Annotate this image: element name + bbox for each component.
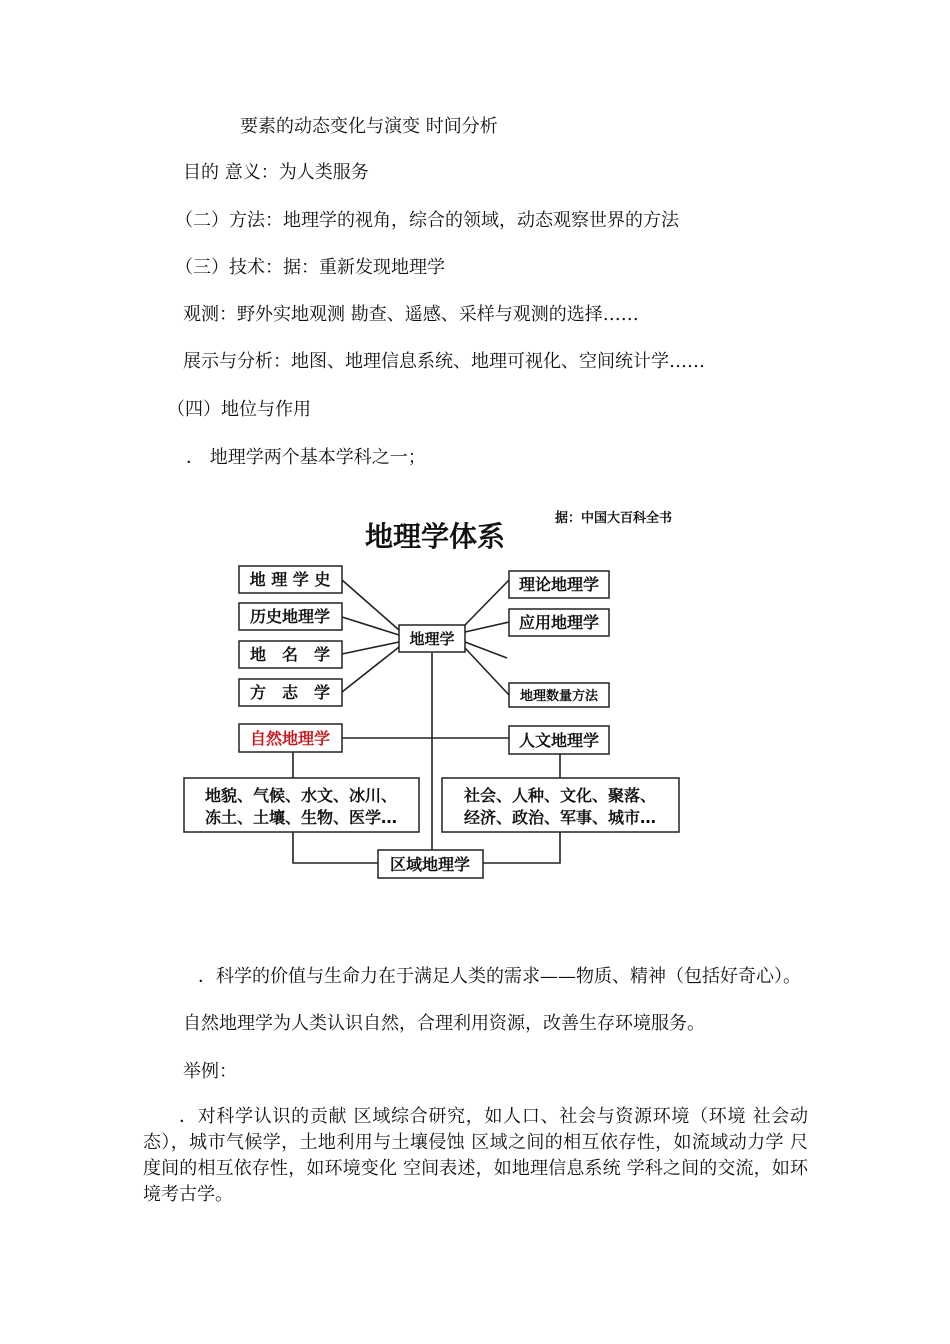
left-item-4: 方 志 学 bbox=[249, 683, 331, 702]
human-geography-node: 人文地理学 bbox=[518, 731, 600, 750]
text-line-3: （二）方法：地理学的视角，综合的领域，动态观察世界的方法 bbox=[175, 210, 679, 231]
left-item-2: 历史地理学 bbox=[249, 607, 331, 626]
text-line-8: ． 地理学两个基本学科之一； bbox=[186, 447, 426, 468]
right-item-1: 理论地理学 bbox=[518, 575, 600, 594]
text-line-5: 观测：野外实地观测 勘查、遥感、采样与观测的选择…… bbox=[183, 304, 639, 325]
physical-geography-node: 自然地理学 bbox=[249, 729, 331, 748]
physical-topics-line-2: 冻土、土壤、生物、医学… bbox=[204, 808, 398, 827]
text-line-1: 要素的动态变化与演变 时间分析 bbox=[240, 116, 498, 137]
diagram-source: 据：中国大百科全书 bbox=[555, 511, 673, 526]
regional-geography-node: 区域地理学 bbox=[389, 855, 471, 874]
left-item-3: 地 名 学 bbox=[249, 645, 331, 664]
human-topics-line-2: 经济、政治、军事、城市… bbox=[463, 808, 657, 827]
left-item-1: 地 理 学 史 bbox=[249, 570, 331, 589]
right-item-3: 地理数量方法 bbox=[519, 689, 599, 704]
right-item-2: 应用地理学 bbox=[518, 613, 600, 632]
text-line-9: ．科学的价值与生命力在于满足人类的需求——物质、精神（包括好奇心）。 bbox=[198, 966, 801, 987]
center-node: 地理学 bbox=[409, 630, 455, 648]
physical-topics-line-1: 地貌、气候、水文、冰川、 bbox=[204, 786, 398, 805]
geography-system-diagram bbox=[175, 500, 735, 890]
diagram-title: 地理学体系 bbox=[365, 520, 506, 553]
text-line-4: （三）技术：据：重新发现地理学 bbox=[175, 257, 445, 278]
example-paragraph: ．对科学认识的贡献 区域综合研究，如人口、社会与资源环境（环境 社会动态），城市气候学，土地利用与土壤侵蚀 区域之间的相互依存性，如流域动力学 尺度间的相互依存性，如环境变化 空间表述，如地理信息系统 学科之间的交流，如环境考古学。 bbox=[143, 1106, 808, 1205]
text-line-6: 展示与分析：地图、地理信息系统、地理可视化、空间统计学…… bbox=[183, 351, 705, 372]
text-line-11: 举例： bbox=[183, 1061, 237, 1082]
human-topics-line-1: 社会、人种、文化、聚落、 bbox=[463, 786, 657, 805]
text-line-7: （四）地位与作用 bbox=[167, 399, 311, 420]
text-line-2: 目的 意义：为人类服务 bbox=[183, 162, 369, 183]
text-line-10: 自然地理学为人类认识自然，合理利用资源，改善生存环境服务。 bbox=[183, 1013, 705, 1034]
